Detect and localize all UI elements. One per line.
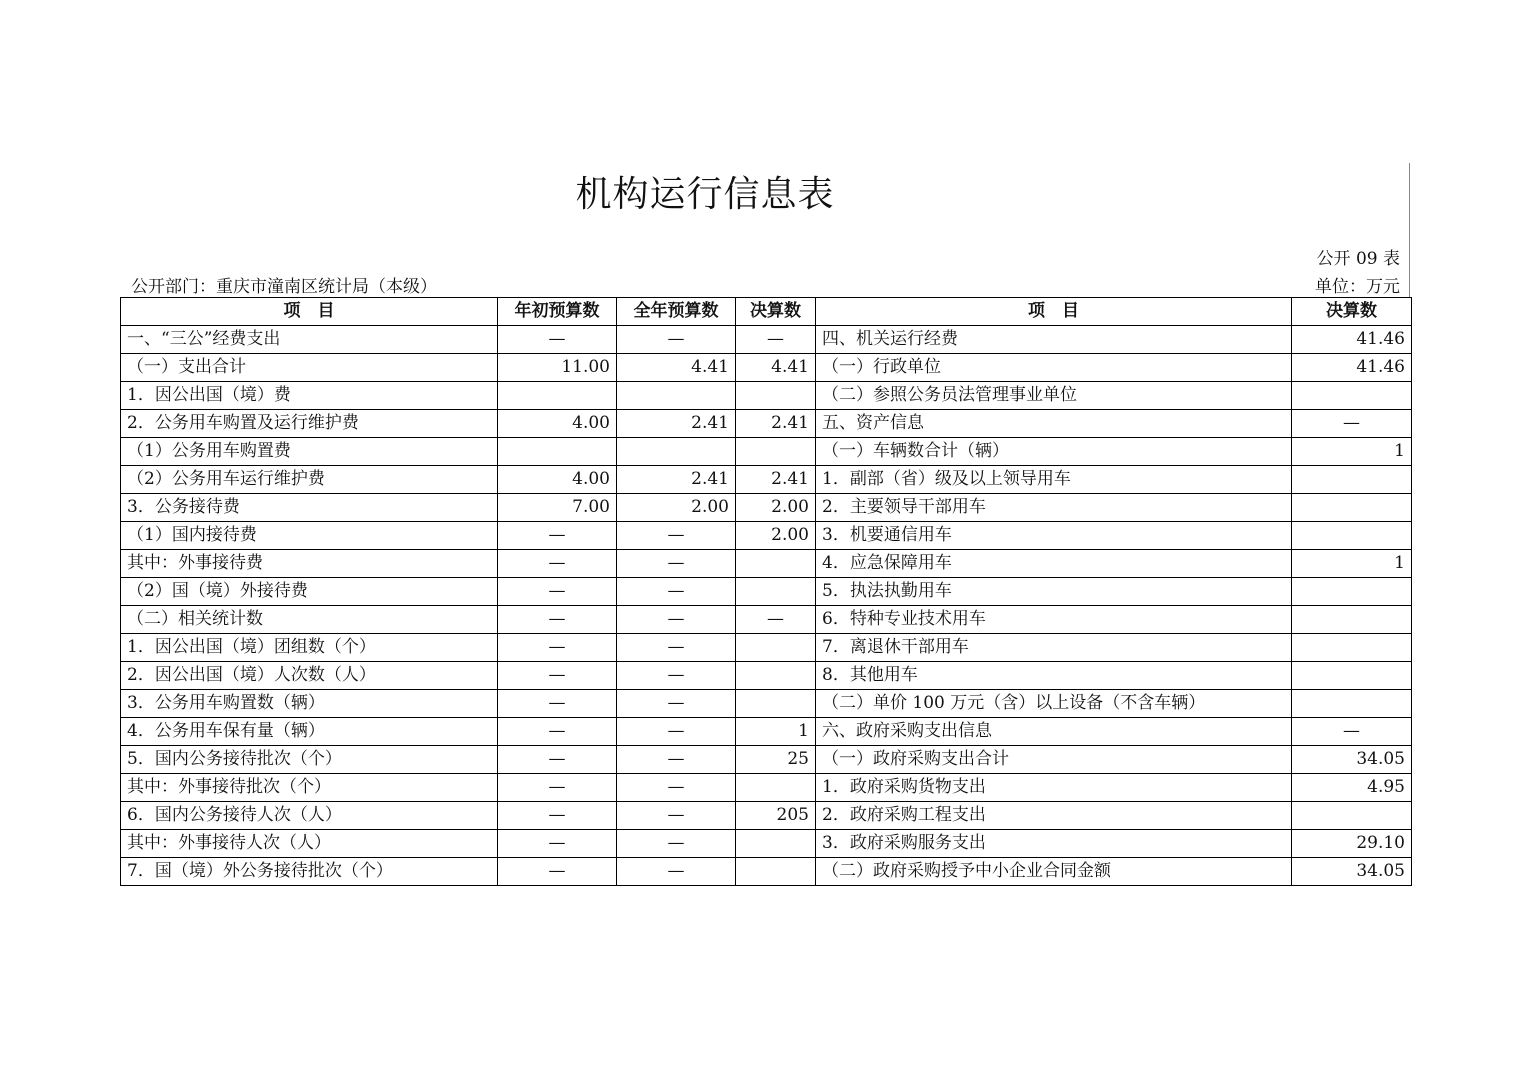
budget-initial-cell: — <box>498 550 617 578</box>
table-row <box>121 466 1412 494</box>
left-item-cell: 6．国内公务接待人次（人） <box>121 802 498 830</box>
unit-label: 单位：万元 <box>1315 277 1400 297</box>
budget-full-cell: 4.41 <box>617 354 736 382</box>
final-left-cell: 205 <box>736 802 816 830</box>
right-item-cell: （一）政府采购支出合计 <box>816 746 1292 774</box>
right-item-cell: 2．主要领导干部用车 <box>816 494 1292 522</box>
budget-initial-cell: 7.00 <box>498 494 617 522</box>
left-item-cell: 2．公务用车购置及运行维护费 <box>121 410 498 438</box>
budget-initial-cell: — <box>498 718 617 746</box>
right-item-cell: 2．政府采购工程支出 <box>816 802 1292 830</box>
budget-full-cell: — <box>617 662 736 690</box>
budget-full-cell: 2.41 <box>617 410 736 438</box>
right-item-cell: 5．执法执勤用车 <box>816 578 1292 606</box>
final-right-cell: 1 <box>1292 550 1412 578</box>
budget-full-cell <box>617 382 736 410</box>
table-row <box>121 354 1412 382</box>
final-left-cell: 2.41 <box>736 410 816 438</box>
budget-initial-cell: — <box>498 690 617 718</box>
budget-full-cell: — <box>617 326 736 354</box>
budget-full-cell: — <box>617 746 736 774</box>
left-item-cell: 3．公务接待费 <box>121 494 498 522</box>
table-row <box>121 634 1412 662</box>
final-left-cell <box>736 858 816 886</box>
header-final-right: 决算数 <box>1292 298 1412 326</box>
left-item-cell: 一、“三公”经费支出 <box>121 326 498 354</box>
final-right-cell: 34.05 <box>1292 746 1412 774</box>
right-item-cell: 1．政府采购货物支出 <box>816 774 1292 802</box>
table-row <box>121 662 1412 690</box>
table-row <box>121 718 1412 746</box>
table-row <box>121 774 1412 802</box>
final-left-cell: — <box>736 606 816 634</box>
budget-full-cell: — <box>617 774 736 802</box>
table-row <box>121 802 1412 830</box>
left-item-cell: （2）国（境）外接待费 <box>121 578 498 606</box>
left-item-cell: 1．因公出国（境）团组数（个） <box>121 634 498 662</box>
budget-initial-cell: 4.00 <box>498 410 617 438</box>
final-right-cell <box>1292 578 1412 606</box>
final-left-cell: 2.00 <box>736 522 816 550</box>
final-left-cell: 4.41 <box>736 354 816 382</box>
budget-initial-cell: — <box>498 802 617 830</box>
final-left-cell <box>736 830 816 858</box>
right-item-cell: 五、资产信息 <box>816 410 1292 438</box>
header-right-item: 项 目 <box>816 298 1292 326</box>
budget-initial-cell: — <box>498 522 617 550</box>
final-right-cell: 29.10 <box>1292 830 1412 858</box>
final-left-cell: 25 <box>736 746 816 774</box>
right-item-cell: 六、政府采购支出信息 <box>816 718 1292 746</box>
final-left-cell <box>736 662 816 690</box>
right-item-cell: （一）车辆数合计（辆） <box>816 438 1292 466</box>
final-left-cell: 1 <box>736 718 816 746</box>
right-item-cell: 7．离退休干部用车 <box>816 634 1292 662</box>
right-item-cell: 1．副部（省）级及以上领导用车 <box>816 466 1292 494</box>
left-item-cell: 5．国内公务接待批次（个） <box>121 746 498 774</box>
left-item-cell: 3．公务用车购置数（辆） <box>121 690 498 718</box>
table-row <box>121 326 1412 354</box>
table-row <box>121 578 1412 606</box>
final-right-cell <box>1292 382 1412 410</box>
table-row <box>121 550 1412 578</box>
header-budget-full: 全年预算数 <box>617 298 736 326</box>
final-left-cell <box>736 774 816 802</box>
right-item-cell: 3．机要通信用车 <box>816 522 1292 550</box>
final-right-cell: — <box>1292 410 1412 438</box>
final-left-cell <box>736 578 816 606</box>
right-item-cell: （二）参照公务员法管理事业单位 <box>816 382 1292 410</box>
table-row <box>121 494 1412 522</box>
final-right-cell <box>1292 662 1412 690</box>
left-item-cell: 其中：外事接待人次（人） <box>121 830 498 858</box>
table-row <box>121 858 1412 886</box>
left-item-cell: 7．国（境）外公务接待批次（个） <box>121 858 498 886</box>
final-right-cell <box>1292 522 1412 550</box>
table-row <box>121 746 1412 774</box>
final-right-cell <box>1292 606 1412 634</box>
final-left-cell <box>736 382 816 410</box>
final-left-cell <box>736 550 816 578</box>
budget-initial-cell: — <box>498 606 617 634</box>
final-left-cell <box>736 634 816 662</box>
final-left-cell <box>736 690 816 718</box>
final-left-cell: 2.41 <box>736 466 816 494</box>
right-item-cell: （二）单价 100 万元（含）以上设备（不含车辆） <box>816 690 1292 718</box>
budget-full-cell: — <box>617 634 736 662</box>
budget-initial-cell: — <box>498 746 617 774</box>
final-right-cell <box>1292 634 1412 662</box>
budget-initial-cell: — <box>498 634 617 662</box>
left-item-cell: （二）相关统计数 <box>121 606 498 634</box>
right-item-cell: 4．应急保障用车 <box>816 550 1292 578</box>
left-item-cell: （1）公务用车购置费 <box>121 438 498 466</box>
budget-full-cell: — <box>617 578 736 606</box>
header-left-item: 项 目 <box>121 298 498 326</box>
table-row <box>121 410 1412 438</box>
budget-initial-cell: — <box>498 830 617 858</box>
budget-full-cell <box>617 438 736 466</box>
final-right-cell <box>1292 466 1412 494</box>
budget-full-cell: — <box>617 858 736 886</box>
budget-full-cell: 2.41 <box>617 466 736 494</box>
final-right-cell: — <box>1292 718 1412 746</box>
right-item-cell: 6．特种专业技术用车 <box>816 606 1292 634</box>
final-right-cell: 41.46 <box>1292 354 1412 382</box>
budget-initial-cell: 11.00 <box>498 354 617 382</box>
table-row <box>121 606 1412 634</box>
table-row <box>121 438 1412 466</box>
final-right-cell <box>1292 802 1412 830</box>
left-item-cell: （一）支出合计 <box>121 354 498 382</box>
header-budget-initial: 年初预算数 <box>498 298 617 326</box>
budget-initial-cell <box>498 438 617 466</box>
right-item-cell: （一）行政单位 <box>816 354 1292 382</box>
left-item-cell: 4．公务用车保有量（辆） <box>121 718 498 746</box>
final-right-cell <box>1292 690 1412 718</box>
final-right-cell: 34.05 <box>1292 858 1412 886</box>
left-item-cell: 2．因公出国（境）人次数（人） <box>121 662 498 690</box>
left-item-cell: 其中：外事接待批次（个） <box>121 774 498 802</box>
table-row <box>121 830 1412 858</box>
budget-initial-cell: — <box>498 858 617 886</box>
left-item-cell: 1．因公出国（境）费 <box>121 382 498 410</box>
final-left-cell: — <box>736 326 816 354</box>
left-item-cell: 其中：外事接待费 <box>121 550 498 578</box>
budget-initial-cell: — <box>498 578 617 606</box>
final-right-cell: 1 <box>1292 438 1412 466</box>
header-final-left: 决算数 <box>736 298 816 326</box>
final-left-cell: 2.00 <box>736 494 816 522</box>
page-title: 机构运行信息表 <box>575 174 835 215</box>
budget-initial-cell <box>498 382 617 410</box>
budget-initial-cell: 4.00 <box>498 466 617 494</box>
budget-full-cell: — <box>617 550 736 578</box>
department-label: 公开部门：重庆市潼南区统计局（本级） <box>131 277 437 297</box>
budget-full-cell: 2.00 <box>617 494 736 522</box>
table-header-row <box>121 298 1412 326</box>
left-item-cell: （2）公务用车运行维护费 <box>121 466 498 494</box>
budget-full-cell: — <box>617 522 736 550</box>
right-item-cell: （二）政府采购授予中小企业合同金额 <box>816 858 1292 886</box>
final-right-cell: 41.46 <box>1292 326 1412 354</box>
final-right-cell: 4.95 <box>1292 774 1412 802</box>
budget-full-cell: — <box>617 718 736 746</box>
budget-full-cell: — <box>617 690 736 718</box>
budget-full-cell: — <box>617 830 736 858</box>
right-item-cell: 8．其他用车 <box>816 662 1292 690</box>
table-row <box>121 690 1412 718</box>
table-row <box>121 382 1412 410</box>
table-row <box>121 522 1412 550</box>
right-item-cell: 3．政府采购服务支出 <box>816 830 1292 858</box>
table-number: 公开 09 表 <box>1316 249 1400 269</box>
budget-initial-cell: — <box>498 774 617 802</box>
final-left-cell <box>736 438 816 466</box>
final-right-cell <box>1292 494 1412 522</box>
budget-full-cell: — <box>617 802 736 830</box>
left-item-cell: （1）国内接待费 <box>121 522 498 550</box>
budget-initial-cell: — <box>498 662 617 690</box>
info-table <box>120 297 1412 886</box>
right-item-cell: 四、机关运行经费 <box>816 326 1292 354</box>
budget-initial-cell: — <box>498 326 617 354</box>
budget-full-cell: — <box>617 606 736 634</box>
